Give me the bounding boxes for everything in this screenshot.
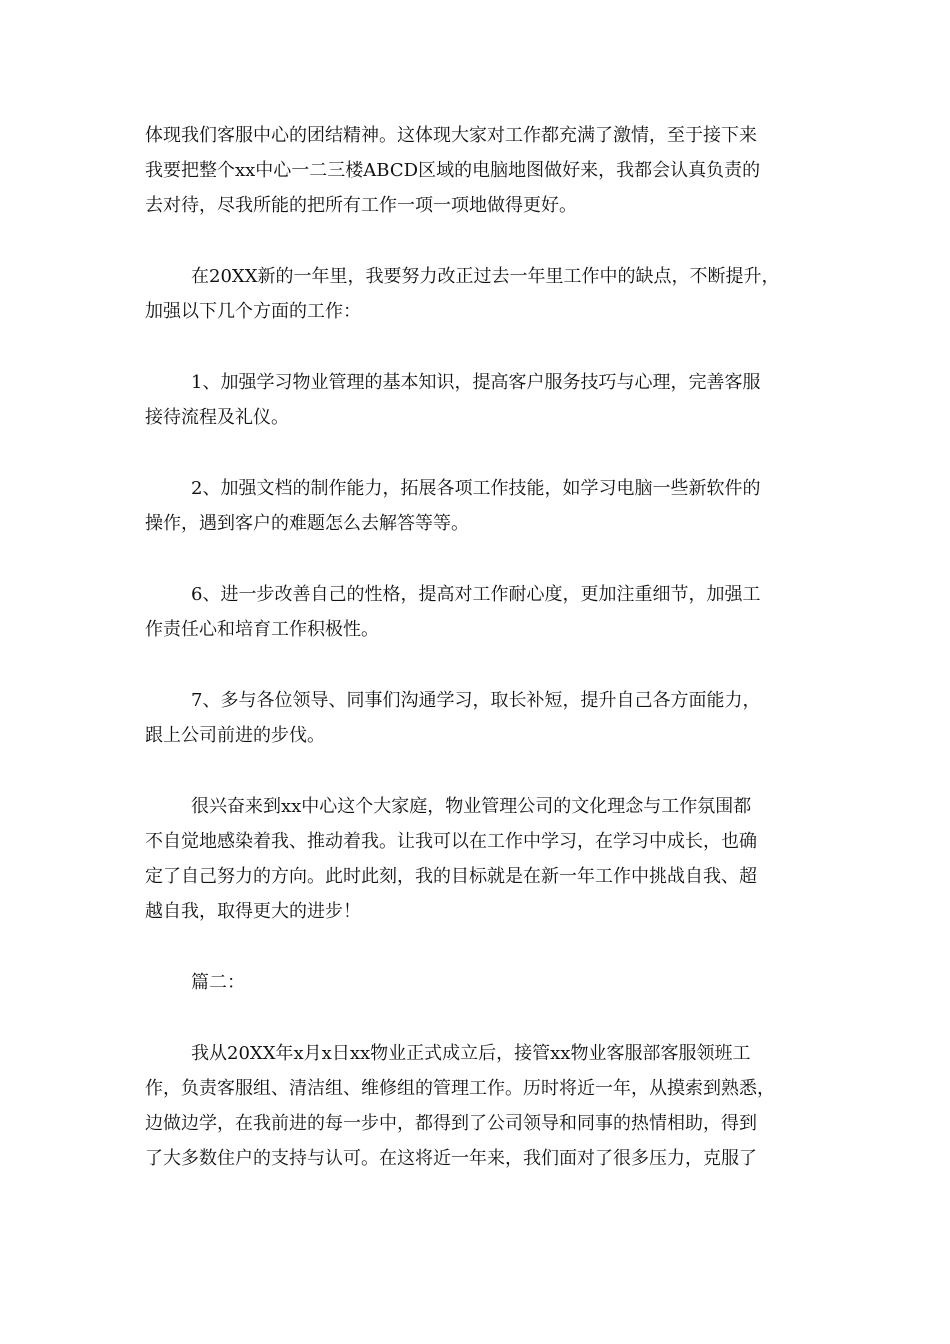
paragraph-closing [145,789,805,929]
text-line: 篇二： [191,972,245,993]
text-line: 体现我们客服中心的团结精神。这体现大家对工作都充满了激情，至于接下来 [145,125,757,146]
text-line: 作，负责客服组、清洁组、维修组的管理工作。历时将近一年，从摸索到熟悉， [145,1078,775,1099]
text-line: 作责任心和培育工作积极性。 [145,619,379,640]
text-line: 2、加强文档的制作能力，拓展各项工作技能，如学习电脑一些新软件的 [191,478,761,499]
text-line: 边做边学，在我前进的每一步中，都得到了公司领导和同事的热情相助，得到 [145,1113,757,1134]
paragraph-new-year-goals [145,259,805,329]
document-body [145,118,805,1212]
text-line: 6、进一步改善自己的性格，提高对工作耐心度，更加注重细节，加强工 [191,584,761,605]
paragraph-section-two-intro [145,1036,805,1176]
list-item-2 [145,471,805,541]
text-line: 了大多数住户的支持与认可。在这将近一年来，我们面对了很多压力，克服了 [145,1148,757,1169]
text-line: 跟上公司前进的步伐。 [145,725,325,746]
list-item-7 [145,683,805,753]
paragraph-intro-continuation [145,118,805,223]
list-item-1 [145,365,805,435]
text-line: 很兴奋来到xx中心这个大家庭，物业管理公司的文化理念与工作氛围都 [191,796,752,817]
text-line: 我要把整个xx中心一二三楼ABCD区域的电脑地图做好来，我都会认真负责的 [145,160,761,181]
text-line: 操作，遇到客户的难题怎么去解答等等。 [145,513,469,534]
text-line: 不自觉地感染着我、推动着我。让我可以在工作中学习，在学习中成长，也确 [145,831,757,852]
text-line: 我从20XX年x月x日xx物业正式成立后，接管xx物业客服部客服领班工 [191,1043,751,1064]
text-line: 在20XX新的一年里，我要努力改正过去一年里工作中的缺点，不断提升， [191,266,780,287]
text-line: 接待流程及礼仪。 [145,407,289,428]
section-heading [145,965,805,1000]
text-line: 越自我，取得更大的进步！ [145,901,361,922]
text-line: 去对待，尽我所能的把所有工作一项一项地做得更好。 [145,195,577,216]
text-line: 定了自己努力的方向。此时此刻，我的目标就是在新一年工作中挑战自我、超 [145,866,757,887]
text-line: 加强以下几个方面的工作： [145,301,361,322]
text-line: 7、多与各位领导、同事们沟通学习，取长补短，提升自己各方面能力， [191,690,761,711]
list-item-6 [145,577,805,647]
text-line: 1、加强学习物业管理的基本知识，提高客户服务技巧与心理，完善客服 [191,372,761,393]
